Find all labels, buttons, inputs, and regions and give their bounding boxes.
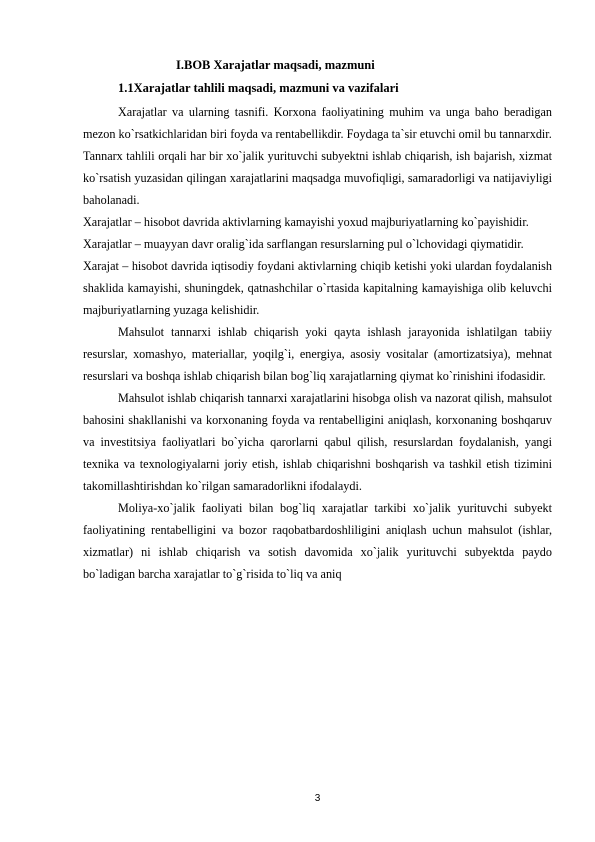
paragraph-7: Mahsulot ishlab chiqarish tannarxi xarajatlarini hisobga olish va nazorat qilish, mahsulot bahosini shakllanishi va korxonaning foyda va rentabelligini aniqlash, korxonaning boshqaruv va investitsiya faoliyatlari bo`yicha qarorlarni qabul qilish, resurslardan foydalanish, yangi texnika va texnologiyalarni joriy etish, ishlab chiqarishni boshqarish va tashkil etish tizimini takomillashtirishdan ko`rilgan samaradorlikni ifodalaydi. [83, 391, 552, 493]
page-number: 3 [314, 793, 321, 804]
chapter-title: I.BOB Xarajatlar maqsadi, mazmuni [176, 58, 375, 72]
paragraph-6: Mahsulot tannarxi ishlab chiqarish yoki qayta ishlash jarayonida ishlatilgan tabiiy resurslar, xomashyo, materiallar, yoqilg`i, energiya, asosiy vositalar (amortizatsiya), mehnat resurslari va boshqa ishlab chiqarish bilan bog`liq xarajatlarning qiymat ko`rinishini ifodasidir. [83, 325, 552, 383]
paragraph-4: Xarajatlar – muayyan davr oralig`ida sarflangan resurslarning pul o`lchovidagi qiymatidir. [83, 237, 524, 251]
paragraph-3: Xarajatlar – hisobot davrida aktivlarning kamayishi yoxud majburiyatlarning ko`payishidir. [83, 215, 529, 229]
paragraph-5: Xarajat – hisobot davrida iqtisodiy foydani aktivlarning chiqib ketishi yoki ulardan foydalanish shaklida kamayishi, shuningdek, qatnashchilar o`rtasida kapitalning kamayishiga olib keluvchi majburiyatlarning yuzaga kelishidir. [83, 259, 552, 317]
paragraph-1: Xarajatlar va ularning tasnifi. Korxona faoliyatining muhim va unga baho beradigan mezon ko`rsatkichlaridan biri foyda va rentabellikdir. Foydaga ta`sir etuvchi omil bu tannarxdir. [83, 105, 552, 141]
paragraph-2: Tannarx tahlili orqali har bir xo`jalik yurituvchi subyektni ishlab chiqarish, ish bajarish, xizmat ko`rsatish yuzasidan qilingan xarajatlarini maqsadga muvofiqligi, samaradorligi va natijaviyligi baholanadi. [83, 149, 552, 207]
section-title: 1.1Xarajatlar tahlili maqsadi, mazmuni va vazifalari [118, 81, 399, 95]
paragraph-8: Moliya-xo`jalik faoliyati bilan bog`liq xarajatlar tarkibi xo`jalik yurituvchi subyekt faoliyatining rentabelligini va bozor raqobatbardoshliligini aniqlash uchun mahsulot (ishlar, xizmatlar) ni ishlab chiqarish va sotish davomida xo`jalik yurituvchi subyektda paydo bo`ladigan barcha xarajatlar to`g`risida to`liq va aniq [83, 501, 552, 581]
body-text [83, 101, 552, 585]
